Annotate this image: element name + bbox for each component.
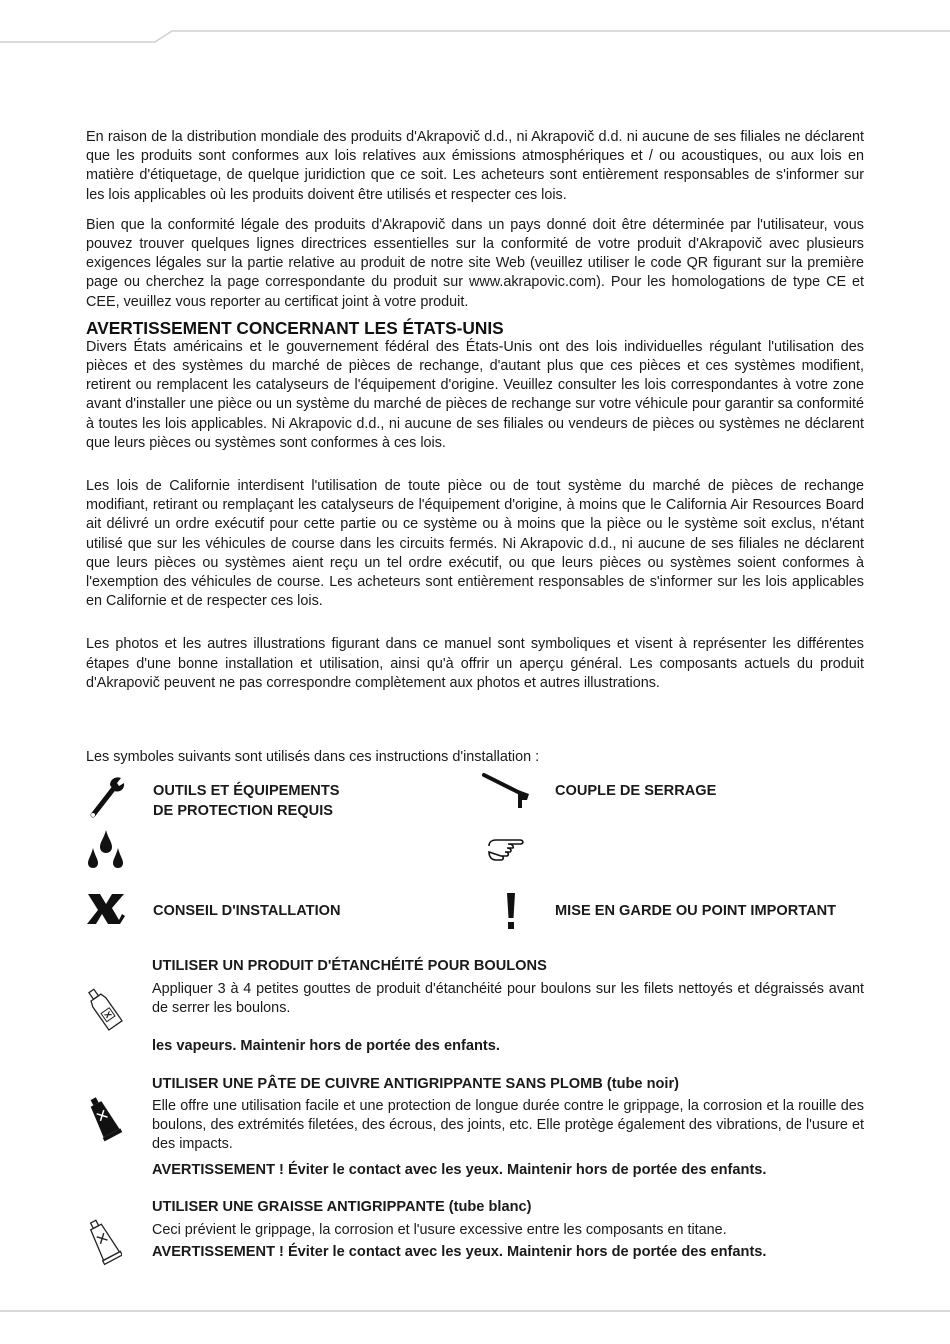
antiseize-grease-text: Ceci prévient le grippage, la corrosion et l'usure excessive entre les composants en titane. bbox=[152, 1221, 727, 1238]
tip-label: CONSEIL D'INSTALLATION bbox=[153, 903, 341, 919]
antiseize-grease-warning: AVERTISSEMENT ! Éviter le contact avec les yeux. Maintenir hors de portée des enfants. bbox=[152, 1243, 767, 1260]
bolt-sealant-title: UTILISER UN PRODUIT D'ÉTANCHÉITÉ POUR BOULONS bbox=[152, 958, 547, 974]
copper-paste-text: Elle offre une utilisation facile et une protection de longue durée contre le grippage, la corrosion et la rouille des boulons, des extrémités filetées, des écrous, des joints, etc. Elle protège également des vibrations, de l'usure et des impacts. bbox=[152, 1097, 864, 1152]
copper-paste-warning: AVERTISSEMENT ! Éviter le contact avec les yeux. Maintenir hors de portée des enfants. bbox=[152, 1162, 767, 1179]
wrench-icon bbox=[86, 775, 126, 819]
footer-rule bbox=[0, 1310, 950, 1312]
us-laws-paragraph: Divers États américains et le gouvernement fédéral des États-Unis ont des lois individuelles régulant l'utilisation des pièces et des systèmes du marché de pièces de rechange, d'autant plus que ces pièces et ces systèmes modifient, retirent ou remplacent les catalyseurs de l'équipement d'origine. Veuillez consulter les lois correspondantes à votre zone avant d'installer une pièce ou un système du marché de pièces de rechange sur votre véhicule pour garantir sa conformité à toutes les lois applicables. Ni Akrapovic d.d., ni aucune de ses filiales ou vendeurs de pièces ou systèmes ne déclarent que leurs pièces ou systèmes sont conformes à ces lois. bbox=[86, 338, 864, 451]
bolt-sealant-warning: les vapeurs. Maintenir hors de portée des enfants. bbox=[152, 1037, 500, 1054]
akrapovic-logo-icon bbox=[86, 890, 126, 926]
copper-paste-section bbox=[152, 1075, 864, 1181]
bolt-sealant-text: Appliquer 3 à 4 petites gouttes de produit d'étanchéité pour boulons sur les filets nettoyés et dégraissés avant de serrer les boulons. bbox=[152, 980, 864, 1016]
copper-paste-black-tube-icon bbox=[86, 1095, 122, 1143]
exclamation-icon bbox=[504, 892, 518, 930]
tools-label: OUTILS ET ÉQUIPEMENTS DE PROTECTION REQUIS bbox=[153, 783, 340, 819]
compliance-paragraph: Bien que la conformité légale des produits d'Akrapovič dans un pays donné doit être déterminée par l'utilisateur, vous pouvez trouver quelques lignes directrices essentielles sur la conformité de votre produit d'Akrapovič avec plusieurs exigences légales sur la partie relative au produit de notre site Web (veuillez utiliser le code QR figurant sur la première page ou cherchez la page correspondante du produit sur www.akrapovic.com). Pour les homologations de type CE et CEE, veuillez vous reporter au certificat joint à votre produit. bbox=[86, 216, 864, 310]
illustrations-paragraph: Les photos et les autres illustrations figurant dans ce manuel sont symboliques et visent à représenter les différentes étapes d'une bonne installation et utilisation, ainsi qu'à offrir un aperçu général. Les composants actuels du produit d'Akrapovič peuvent ne pas correspondre complètement aux photos et autres illustrations. bbox=[86, 636, 864, 691]
legal-text bbox=[86, 128, 864, 693]
global-distribution-paragraph: En raison de la distribution mondiale des produits d'Akrapovič d.d., ni Akrapovič d.d. ni aucune de ses filiales ne déclarent que les produits sont conformes aux lois relatives aux émissions atmosphériques et / ou acoustiques, ou aux lois en matière d'étiquetage, de quelque juridiction que ce soit. Les acheteurs sont entièrement responsables de s'informer sur les lois applicables où les produits doivent être utilisés et respecter ces lois. bbox=[86, 129, 864, 203]
header-rule bbox=[0, 0, 950, 50]
antiseize-grease-title: UTILISER UNE GRAISSE ANTIGRIPPANTE (tube blanc) bbox=[152, 1199, 532, 1215]
pointing-hand-icon bbox=[486, 836, 532, 868]
bolt-sealant-section bbox=[152, 957, 864, 1056]
copper-paste-title: UTILISER UNE PÂTE DE CUIVRE ANTIGRIPPANTE SANS PLOMB (tube noir) bbox=[152, 1076, 680, 1092]
torque-label: COUPLE DE SERRAGE bbox=[555, 783, 717, 799]
antiseize-grease-white-tube-icon bbox=[86, 1218, 122, 1266]
torque-wrench-icon bbox=[482, 772, 532, 810]
symbols-intro: Les symboles suivants sont utilisés dans ces instructions d'installation : bbox=[86, 749, 540, 765]
california-paragraph: Les lois de Californie interdisent l'utilisation de toute pièce ou de tout système du marché de pièces de rechange modifiant, retirant ou remplaçant les catalyseurs de l'équipement d'origine, à moins que le California Air Resources Board ait délivré un ordre exécutif pour cette partie ou ce système ou à moins que la pièce ou le système soit exclus, n'étant utilisé que sur les véhicules de course dans les circuits fermés. Ni Akrapovic d.d., ni aucune de ses filiales ne déclarent que leurs pièces ou systèmes aient reçu un tel ordre exécutif, ou que leurs pièces ou systèmes soient conformes à l'exemption des véhicules de course. Les acheteurs sont entièrement responsables de s'informer sur les lois applicables en Californie et de respecter ces lois. bbox=[86, 478, 864, 610]
us-warning-heading: AVERTISSEMENT CONCERNANT LES ÉTATS-UNIS bbox=[86, 317, 504, 338]
antiseize-grease-section bbox=[152, 1198, 864, 1262]
warning-label: MISE EN GARDE OU POINT IMPORTANT bbox=[555, 903, 837, 919]
drops-icon bbox=[86, 828, 126, 870]
bolt-sealant-bottle-icon bbox=[84, 985, 124, 1033]
